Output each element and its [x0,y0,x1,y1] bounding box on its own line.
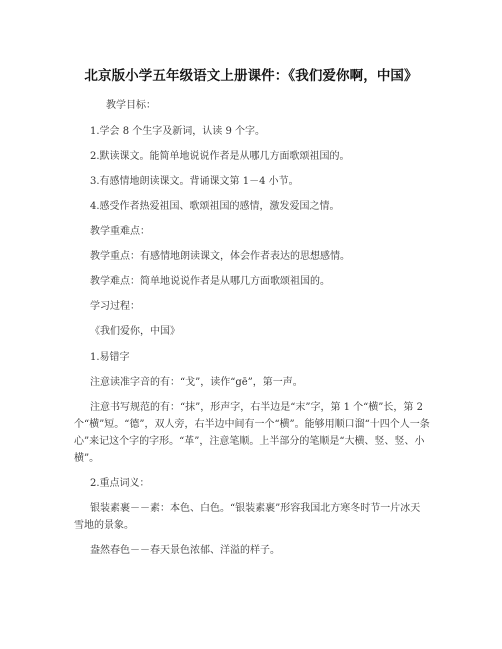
vocab-2: 盎然春色－－春天景色浓郁、洋溢的样子。 [90,545,280,556]
lesson-title: 《我们爱你，中国》 [90,326,180,337]
document-title: 北京版小学五年级语文上册课件：《我们爱你啊，中国》 [84,68,418,84]
key-points-heading: 教学重难点： [90,226,150,237]
objective-2: 2.默读课文。能简单地说说作者是从哪几方面歌颂祖国的。 [90,151,350,162]
objective-4: 4.感受作者热爱祖国、歌颂祖国的感情，激发爱国之情。 [90,201,340,212]
process-heading: 学习过程： [90,301,140,312]
objective-1: 1.学会 8 个生字及新词，认读 9 个字。 [90,126,265,137]
section1-heading: 1.易错字 [90,352,130,363]
pronunciation-note: 注意读准字音的有：“戈”，读作“gē”，第一声。 [90,377,303,388]
vocab-1: 银装素裹－－素：本色、白色。“银装素裹”形容我国北方寒冬时节一片冰天雪地的景象。 [74,503,421,531]
section2-heading: 2.重点词义： [90,478,150,489]
writing-note: 注意书写规范的有：“抹”，形声字，右半边是“末”字，第 1 个“横”长，第 2 个“横”短。“德”，双人旁，右半边中间有一个“横”。能够用顺口溜“十四个人一条心”来记这个字的字形。“革”，注意笔顺。上半部分的笔顺是“大横、竖、竖、小横”。 [74,402,430,464]
objective-3: 3.有感情地朗读课文。背诵课文第 1－4 小节。 [90,176,299,187]
key-point: 教学重点：有感情地朗读课文，体会作者表达的思想感情。 [90,251,350,262]
difficult-point: 教学难点：简单地说说作者是从哪几方面歌颂祖国的。 [90,276,330,287]
objectives-heading: 教学目标： [106,100,156,111]
